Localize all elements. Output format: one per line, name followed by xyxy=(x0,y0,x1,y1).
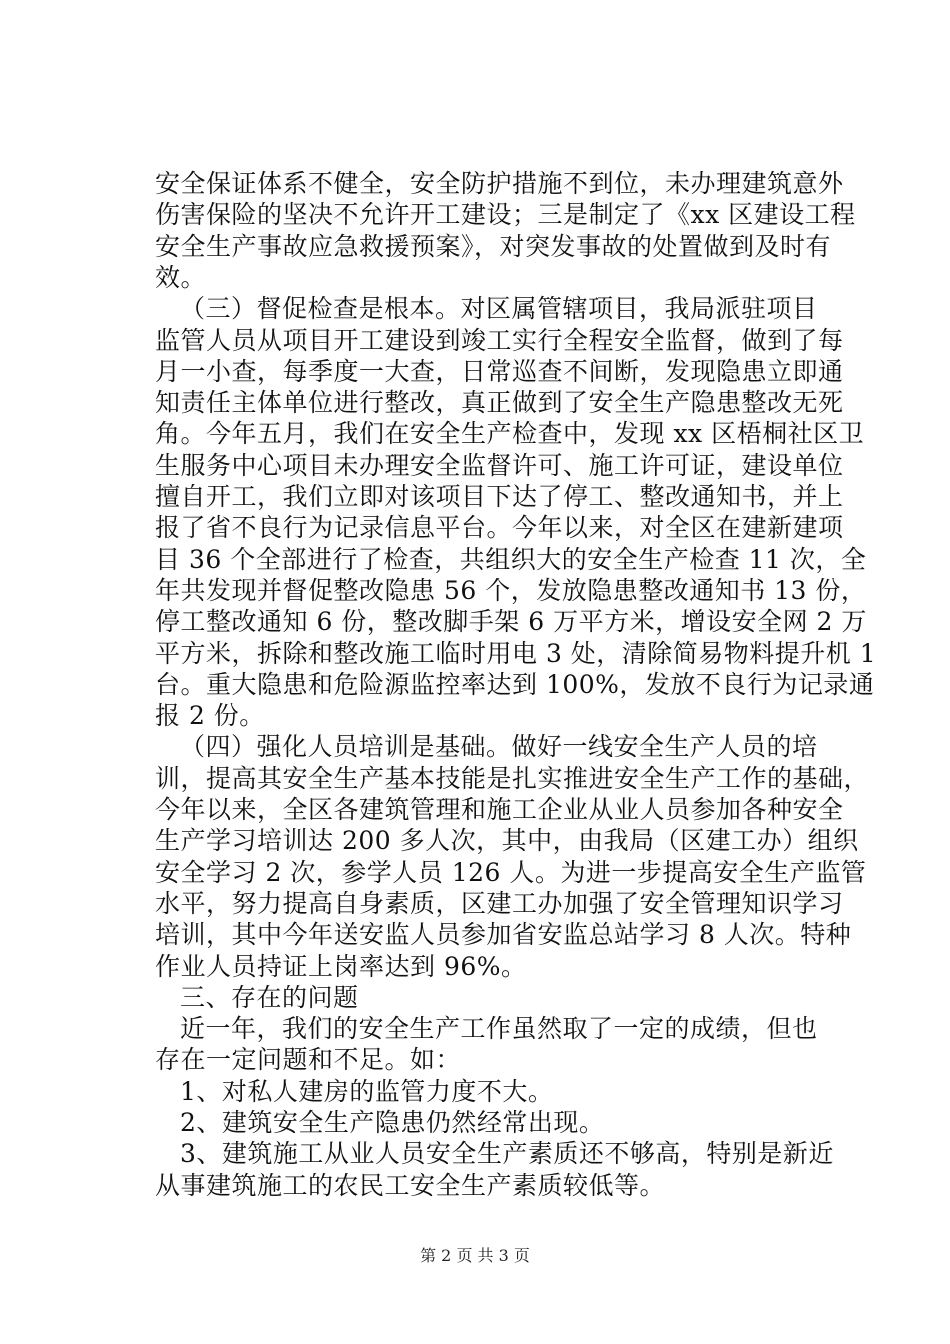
paragraph-line: 报了省不良行为记录信息平台。今年以来，对全区在建新建项 xyxy=(155,513,844,542)
paragraph-line: 存在一定问题和不足。如： xyxy=(155,1045,462,1074)
paragraph-line: 安全保证体系不健全，安全防护措施不到位，未办理建筑意外 xyxy=(155,169,844,198)
paragraph-line: 目 36 个全部进行了检查，共组织大的安全生产检查 11 次，全 xyxy=(155,545,867,574)
paragraph-line: 今年以来，全区各建筑管理和施工企业从业人员参加各种安全 xyxy=(155,795,844,824)
paragraph-line: 培训，其中今年送安监人员参加省安监总站学习 8 人次。特种 xyxy=(155,920,852,949)
paragraph-line: 停工整改通知 6 份，整改脚手架 6 万平方米，增设安全网 2 万 xyxy=(155,607,867,636)
paragraph-line: 生服务中心项目未办理安全监督许可、施工许可证，建设单位 xyxy=(155,451,844,480)
paragraph-line: 伤害保险的坚决不允许开工建设；三是制定了《xx 区建设工程 xyxy=(155,200,856,229)
paragraph-line: 近一年，我们的安全生产工作虽然取了一定的成绩，但也 xyxy=(180,1014,818,1043)
paragraph-line: 作业人员持证上岗率达到 96%。 xyxy=(155,952,527,981)
paragraph-line: 报 2 份。 xyxy=(155,701,265,730)
paragraph-line: 年共发现并督促整改隐患 56 个，发放隐患整改通知书 13 份， xyxy=(155,576,867,605)
paragraph-line: （三）督促检查是根本。对区属管辖项目，我局派驻项目 xyxy=(180,294,818,323)
paragraph-line: 擅自开工，我们立即对该项目下达了停工、整改通知书，并上 xyxy=(155,482,844,511)
paragraph-line: 安全生产事故应急救援预案》，对突发事故的处置做到及时有 xyxy=(155,232,832,261)
page-footer: 第 2 页 共 3 页 xyxy=(420,1246,530,1265)
paragraph-line: 2、建筑安全生产隐患仍然经常出现。 xyxy=(180,1108,605,1137)
paragraph-line: 从事建筑施工的农民工安全生产素质较低等。 xyxy=(155,1171,666,1200)
paragraph-line: 平方米，拆除和整改施工临时用电 3 处，清除简易物料提升机 1 xyxy=(155,639,877,668)
paragraph-line: 效。 xyxy=(155,263,207,292)
paragraph-line: 角。今年五月，我们在安全生产检查中，发现 xx 区梧桐社区卫 xyxy=(155,419,865,448)
paragraph-line: 训，提高其安全生产基本技能是扎实推进安全生产工作的基础， xyxy=(155,764,870,793)
paragraph-line: 月一小查，每季度一大查，日常巡查不间断，发现隐患立即通 xyxy=(155,357,844,386)
paragraph-line: 知责任主体单位进行整改，真正做到了安全生产隐患整改无死 xyxy=(155,388,844,417)
paragraph-line: 生产学习培训达 200 多人次，其中，由我局（区建工办）组织 xyxy=(155,826,859,855)
paragraph-line: 安全学习 2 次，参学人员 126 人。为进一步提高安全生产监管 xyxy=(155,858,867,887)
paragraph-line: （四）强化人员培训是基础。做好一线安全生产人员的培 xyxy=(180,732,818,761)
paragraph-line: 3、建筑施工从业人员安全生产素质还不够高，特别是新近 xyxy=(180,1139,834,1168)
paragraph-line: 水平，努力提高自身素质，区建工办加强了安全管理知识学习 xyxy=(155,889,844,918)
paragraph-line: 台。重大隐患和危险源监控率达到 100%，发放不良行为记录通 xyxy=(155,670,875,699)
paragraph-line: 三、存在的问题 xyxy=(180,983,359,1012)
paragraph-line: 1、对私人建房的监管力度不大。 xyxy=(180,1077,554,1106)
paragraph-line: 监管人员从项目开工建设到竣工实行全程安全监督，做到了每 xyxy=(155,326,844,355)
